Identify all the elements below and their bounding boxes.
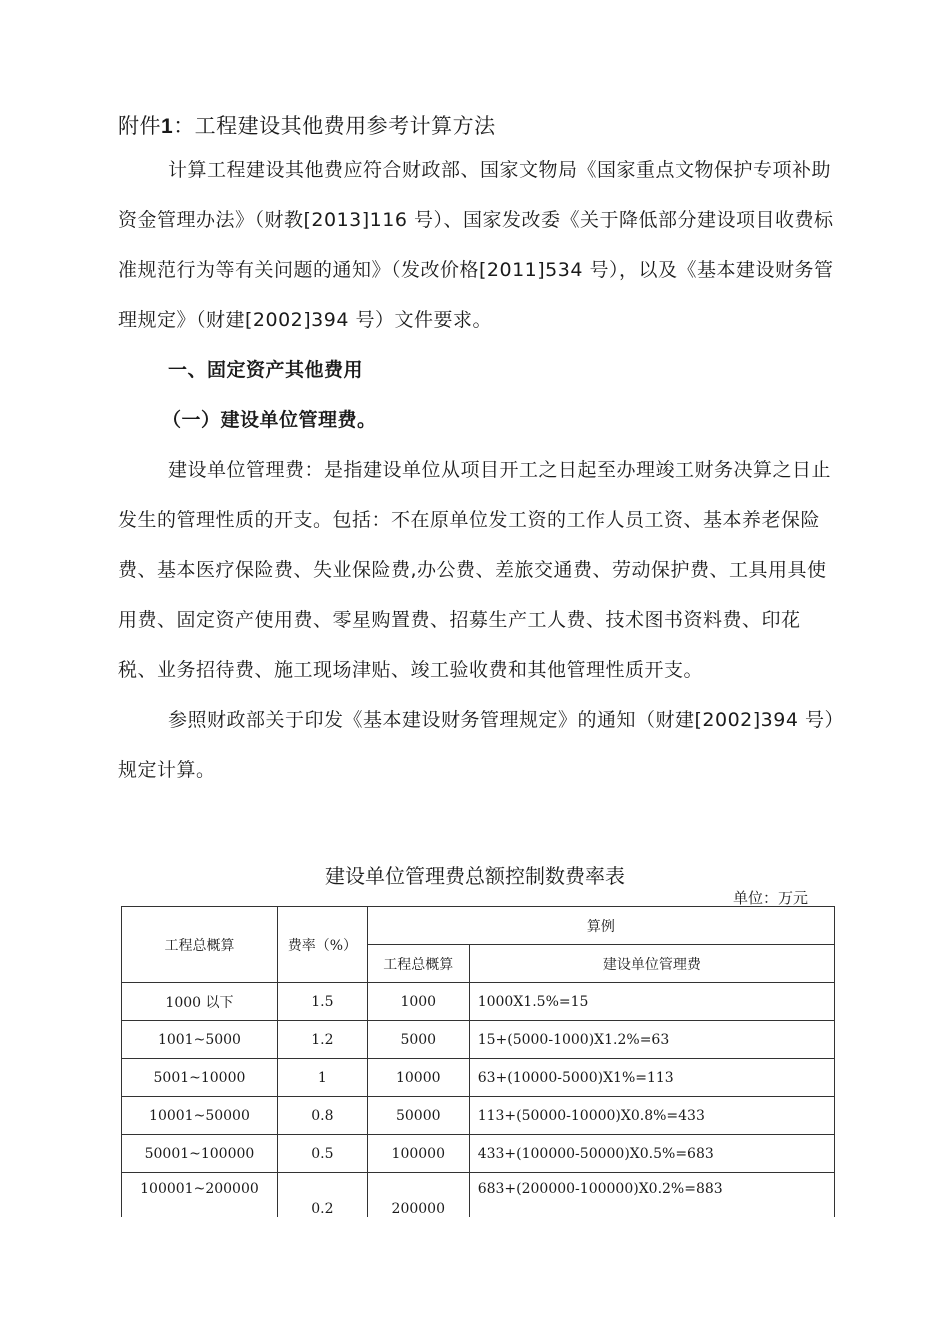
table-row — [122, 1021, 835, 1059]
cell-budget: 5000 — [367, 1021, 469, 1059]
heading-title: ：工程建设其他费用参考计算方法 — [173, 114, 496, 138]
definition-paragraph: 建设单位管理费：是指建设单位从项目开工之日起至办理竣工财务决算之日止发生的管理性质的开支。包括：不在原单位发工资的工作人员工资、基本养老保险费、基本医疗保险费、失业保险费,办公费、差旅交通费、劳动保护费、工具用具使用费、固定资产使用费、零星购置费、招募生产工人费、技术图书资料费、印花税、业务招待费、施工现场津贴、竣工验收费和其他管理性质开支。 — [118, 459, 832, 681]
cell-budget: 1000 — [367, 983, 469, 1021]
cell-budget: 10000 — [367, 1059, 469, 1097]
cell-fee: 15+(5000-1000)X1.2%=63 — [469, 1021, 834, 1059]
table-title: 建设单位管理费总额控制数费率表 — [325, 864, 625, 888]
table-row — [122, 1059, 835, 1097]
cell-range: 50001~100000 — [122, 1135, 278, 1173]
cell-range: 5001~10000 — [122, 1059, 278, 1097]
cell-range: 10001~50000 — [122, 1097, 278, 1135]
cell-fee: 683+(200000-100000)X0.2%=883 — [469, 1173, 834, 1218]
reference-paragraph: 参照财政部关于印发《基本建设财务管理规定》的通知（财建[2002]394 号）规定计算。 — [118, 709, 835, 781]
cell-budget: 100000 — [367, 1135, 469, 1173]
subsection-heading: （一）建设单位管理费。 — [162, 409, 377, 431]
cell-rate: 1.2 — [277, 1021, 367, 1059]
table-row — [122, 983, 835, 1021]
header-total-budget: 工程总概算 — [122, 907, 278, 983]
intro-paragraph: 计算工程建设其他费应符合财政部、国家文物局《国家重点文物保护专项补助资金管理办法》（财教[2013]116 号）、国家发改委《关于降低部分建设项目收费标准规范行为等有关问题的通知》（发改价格[2011]534 号），以及《基本建设财务管理规定》（财建[2002]394 号）文件要求。 — [118, 159, 834, 331]
attachment-heading — [118, 110, 496, 140]
cell-rate: 0.5 — [277, 1135, 367, 1173]
cell-fee: 433+(100000-50000)X0.5%=683 — [469, 1135, 834, 1173]
table-row — [122, 1173, 835, 1218]
cell-rate: 0.2 — [277, 1173, 367, 1218]
table-row — [122, 1097, 835, 1135]
table-unit: 单位：万元 — [733, 889, 809, 907]
heading-number: 1 — [161, 115, 174, 138]
cell-fee: 1000X1.5%=15 — [469, 983, 834, 1021]
heading-prefix: 附件 — [118, 114, 161, 138]
cell-rate: 1.5 — [277, 983, 367, 1021]
header-rate: 费率（%） — [277, 907, 367, 983]
header-example-budget: 工程总概算 — [367, 945, 469, 983]
cell-range: 100001~200000 — [122, 1173, 278, 1218]
cell-range: 1000 以下 — [122, 983, 278, 1021]
header-example: 算例 — [367, 907, 834, 945]
cell-budget: 50000 — [367, 1097, 469, 1135]
cell-fee: 113+(50000-10000)X0.8%=433 — [469, 1097, 834, 1135]
cell-budget: 200000 — [367, 1173, 469, 1218]
table-row — [122, 1135, 835, 1173]
cell-rate: 0.8 — [277, 1097, 367, 1135]
fee-rate-table — [121, 906, 835, 1217]
header-example-fee: 建设单位管理费 — [469, 945, 834, 983]
cell-rate: 1 — [277, 1059, 367, 1097]
cell-range: 1001~5000 — [122, 1021, 278, 1059]
section-heading: 一、固定资产其他费用 — [168, 359, 364, 381]
cell-fee: 63+(10000-5000)X1%=113 — [469, 1059, 834, 1097]
